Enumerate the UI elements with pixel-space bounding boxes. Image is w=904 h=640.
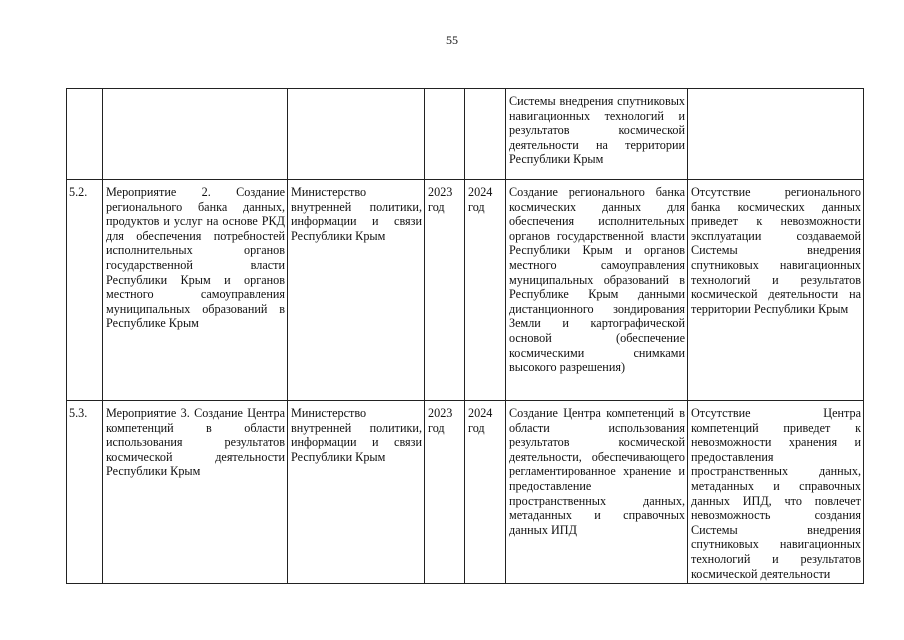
end-year-cell: 2024 год (465, 180, 506, 401)
measure-cell: Мероприятие 2. Создание регионального банка данных, продуктов и услуг на основе РКД для обеспечения потребностей исполнительных органов государственной власти Республики Крым и органов местного самоуправления муниципальных образований в Республике Крым (103, 180, 288, 401)
executor-cell: Министерство внутренней политики, информации и связи Республики Крым (288, 180, 425, 401)
end-year-cell: 2024 год (465, 401, 506, 584)
result-cell: Создание регионального банка космических данных для обеспечения исполнительных органов государственной власти Республики Крым и органов местного самоуправления муниципальных образований в Республике Крым данными дистанционного зондирования Земли и картографической основой (обеспечение космическими снимками высокого разрешения) (506, 180, 688, 401)
executor-cell (288, 89, 425, 180)
table-row (67, 89, 864, 180)
page-number: 55 (446, 33, 458, 47)
start-year-cell (425, 89, 465, 180)
executor-cell: Министерство внутренней политики, информации и связи Республики Крым (288, 401, 425, 584)
consequence-cell: Отсутствие Центра компетенций приведет к невозможности хранения и предоставления пространственных данных, метаданных и справочных данных ИПД, что повлечет невозможность создания Системы внедрения спутниковых навигационных технологий и результатов космической деятельности (688, 401, 864, 584)
measure-cell: Мероприятие 3. Создание Центра компетенций в области использования результатов космической деятельности Республики Крым (103, 401, 288, 584)
table-row (67, 401, 864, 584)
measure-cell (103, 89, 288, 180)
result-cell: Системы внедрения спутниковых навигационных технологий и результатов космической деятельности на территории Республики Крым (506, 89, 688, 180)
row-number: 5.2. (67, 180, 103, 401)
end-year-cell (465, 89, 506, 180)
consequence-cell (688, 89, 864, 180)
start-year-cell: 2023 год (425, 401, 465, 584)
start-year-cell: 2023 год (425, 180, 465, 401)
consequence-cell: Отсутствие регионального банка космических данных приведет к невозможности эксплуатации создаваемой Системы внедрения спутниковых навигационных технологий и результатов космической деятельности на территории Республики Крым (688, 180, 864, 401)
table-row (67, 180, 864, 401)
row-number (67, 89, 103, 180)
measures-table (66, 88, 864, 584)
row-number: 5.3. (67, 401, 103, 584)
result-cell: Создание Центра компетенций в области использования результатов космической деятельности, обеспечивающего регламентированное хранение и предоставление пространственных данных, метаданных и справочных данных ИПД (506, 401, 688, 584)
